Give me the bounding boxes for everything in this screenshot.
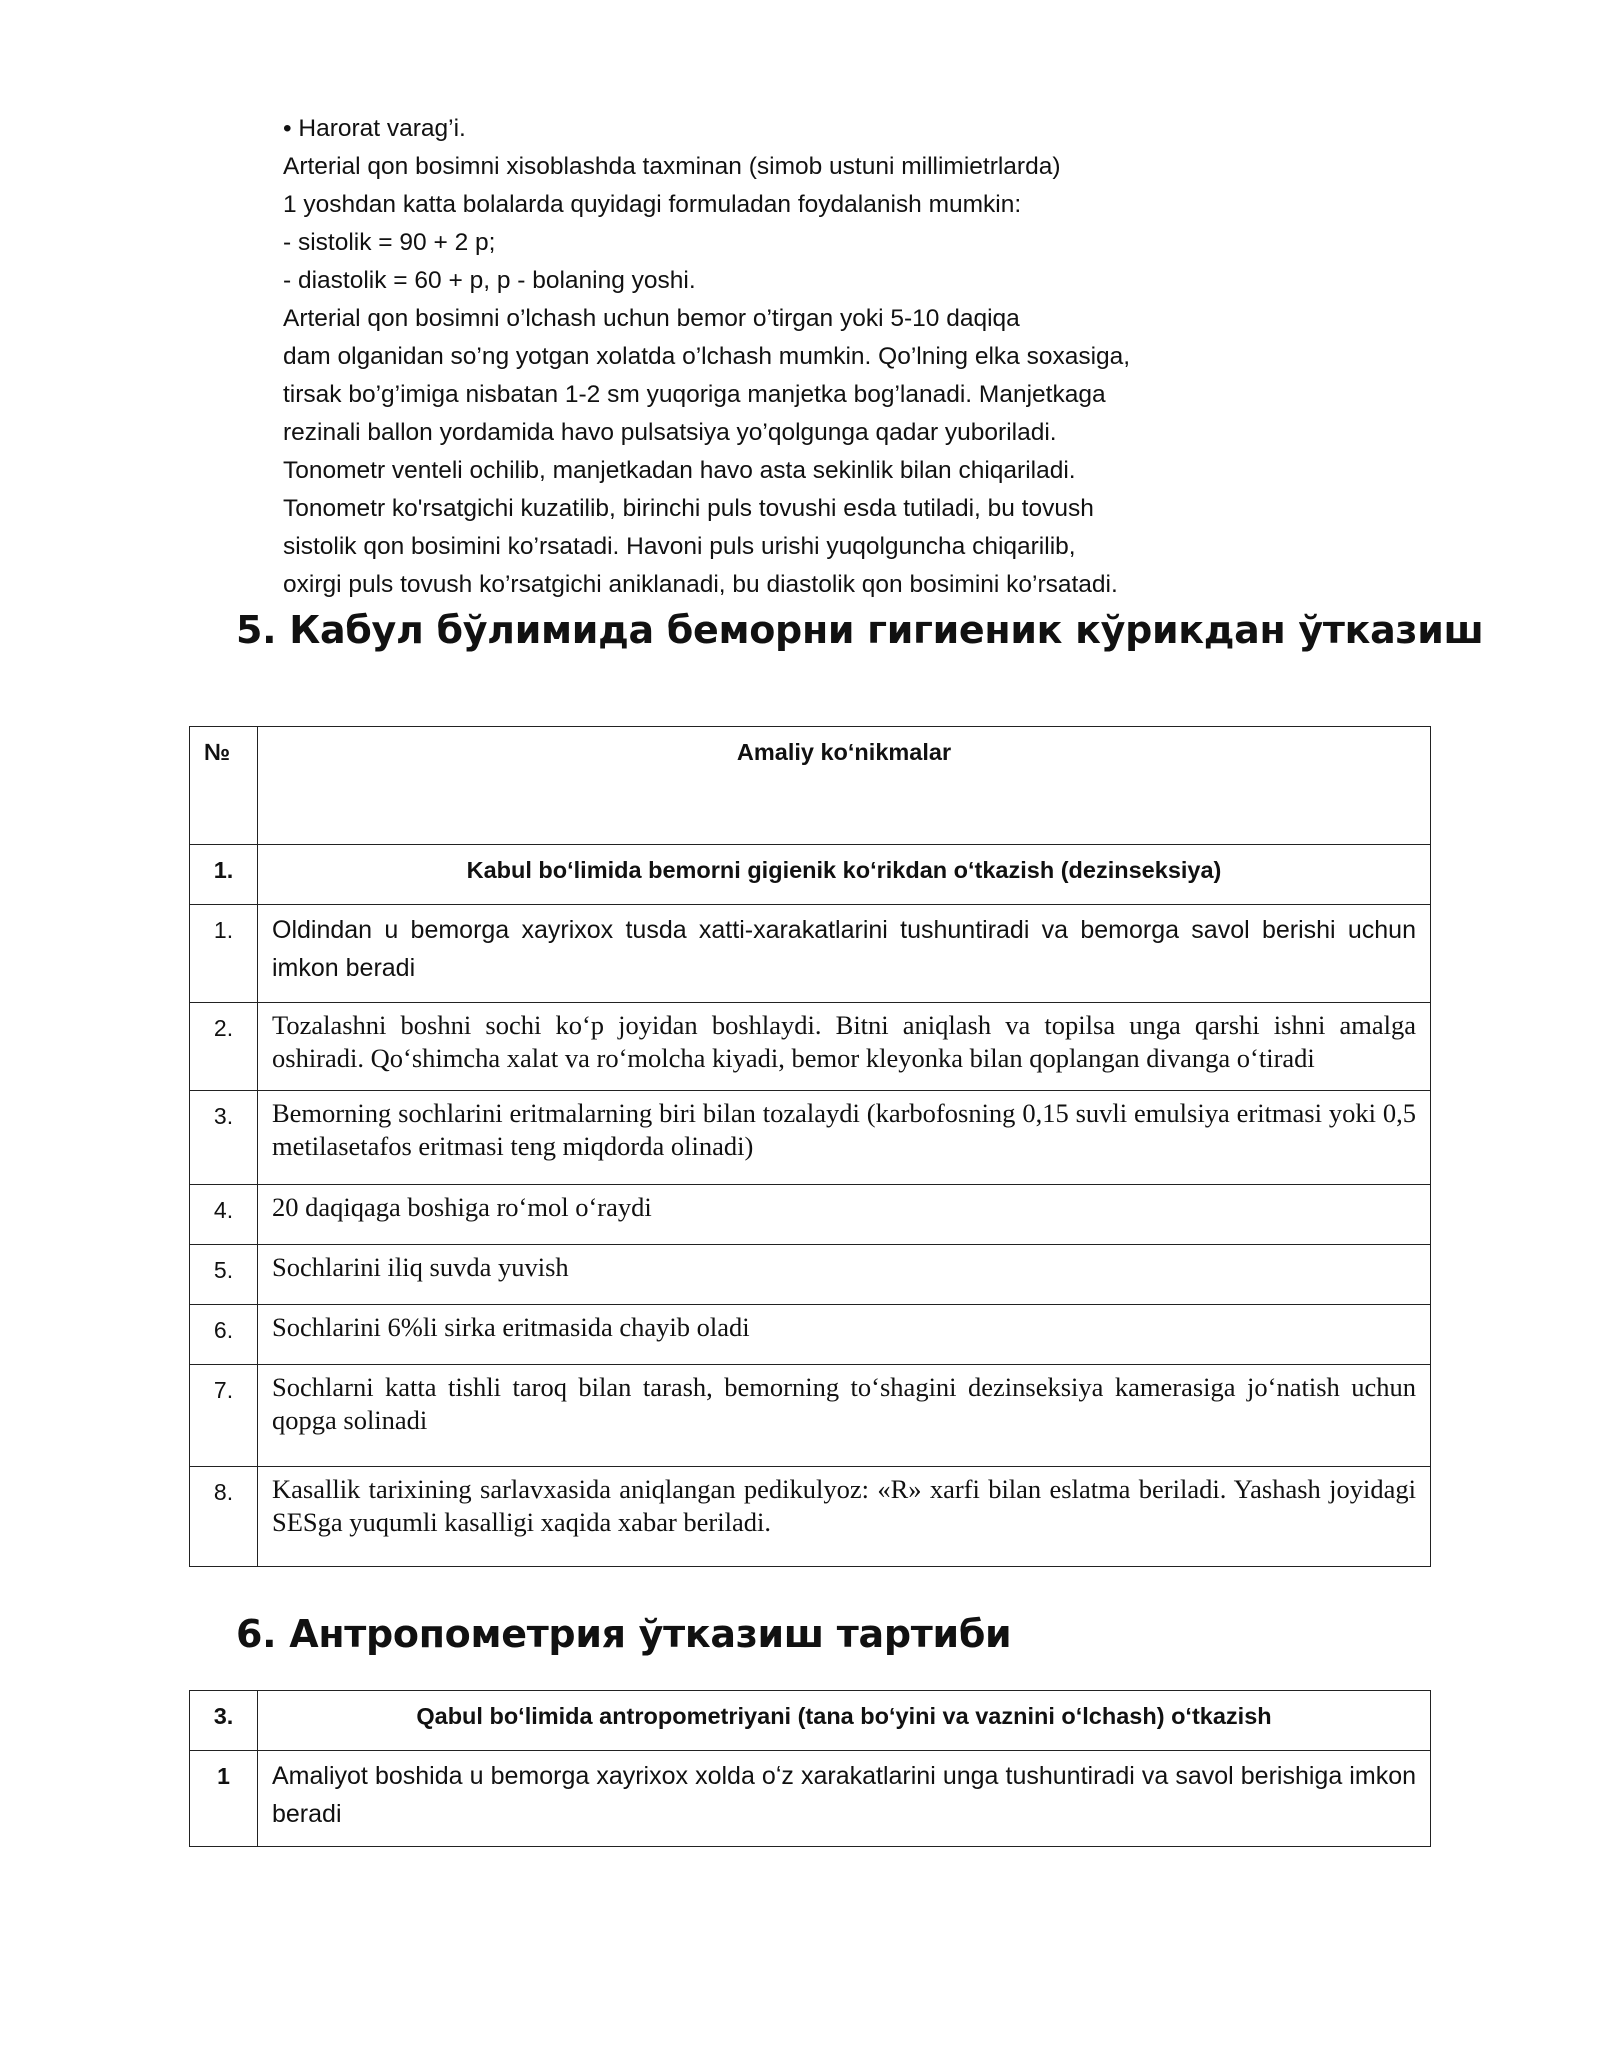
- row-number: 3.: [190, 1091, 258, 1185]
- row-number: 6.: [190, 1305, 258, 1365]
- table-group-row: [190, 1691, 1431, 1751]
- intro-line: - diastolik = 60 + p, p - bolaning yoshi.: [283, 267, 696, 294]
- hygiene-skills-table: [189, 726, 1431, 1567]
- row-number: 1: [190, 1751, 258, 1847]
- section-6-heading: 6. Антропометрия ўтказиш тартиби: [236, 1612, 1012, 1656]
- intro-line: • Harorat varag’i.: [283, 115, 466, 142]
- table-group-row: [190, 845, 1431, 905]
- table-row: [190, 1365, 1431, 1467]
- intro-line: dam olganidan so’ng yotgan xolatda o’lchash mumkin. Qo’lning elka soxasiga,: [283, 343, 1131, 370]
- row-number: 7.: [190, 1365, 258, 1467]
- group-number: 3.: [190, 1691, 258, 1751]
- row-text: Oldindan u bemorga xayrixox tusda xatti-xarakatlarini tushuntiradi va bemorga savol berishi uchun imkon beradi: [258, 905, 1431, 1003]
- row-text: Bemorning sochlarini eritmalarning biri bilan tozalaydi (karbofosning 0,15 suvli emulsiya eritmasi yoki 0,5 metilasetafos eritmasi teng miqdorda olinadi): [258, 1091, 1431, 1185]
- table-row: [190, 1751, 1431, 1847]
- group-number: 1.: [190, 845, 258, 905]
- anthropometry-table: [189, 1690, 1431, 1847]
- row-text: Tozalashni boshni sochi koʻp joyidan boshlaydi. Bitni aniqlash va topilsa unga qarshi ishni amalga oshiradi. Qoʻshimcha xalat va roʻmolcha kiyadi, bemor kleyonka bilan qoplangan divanga oʻtiradi: [258, 1003, 1431, 1091]
- section-5-heading: 5. Кабул бўлимида беморни гигиеник кўрикдан ўтказиш: [236, 608, 1484, 652]
- intro-line: rezinali ballon yordamida havo pulsatsiya yo’qolgunga qadar yuboriladi.: [283, 419, 1057, 446]
- row-text: Sochlarini iliq suvda yuvish: [258, 1245, 1431, 1305]
- row-number: 8.: [190, 1467, 258, 1567]
- row-number: 2.: [190, 1003, 258, 1091]
- column-header-number: №: [190, 727, 258, 845]
- row-text: 20 daqiqaga boshiga roʻmol oʻraydi: [258, 1185, 1431, 1245]
- row-number: 4.: [190, 1185, 258, 1245]
- column-header-skills: Amaliy koʻnikmalar: [258, 727, 1431, 845]
- row-text: Sochlarni katta tishli taroq bilan tarash, bemorning toʻshagini dezinseksiya kamerasiga joʻnatish uchun qopga solinadi: [258, 1365, 1431, 1467]
- table-row: [190, 1003, 1431, 1091]
- table-row: [190, 1185, 1431, 1245]
- row-text: Kasallik tarixining sarlavxasida aniqlangan pedikulyoz: «R» xarfi bilan eslatma beriladi. Yashash joyidagi SESga yuqumli kasalligi xaqida xabar beriladi.: [258, 1467, 1431, 1567]
- row-text: Sochlarini 6%li sirka eritmasida chayib oladi: [258, 1305, 1431, 1365]
- intro-line: tirsak bo’g’imiga nisbatan 1-2 sm yuqoriga manjetka bog’lanadi. Manjetkaga: [283, 381, 1106, 408]
- table-row: [190, 905, 1431, 1003]
- table-row: [190, 1245, 1431, 1305]
- table-row: [190, 1091, 1431, 1185]
- intro-line: 1 yoshdan katta bolalarda quyidagi formuladan foydalanish mumkin:: [283, 191, 1022, 218]
- table-row: [190, 1467, 1431, 1567]
- intro-line: - sistolik = 90 + 2 p;: [283, 229, 496, 256]
- intro-line: Arterial qon bosimni xisoblashda taxminan (simob ustuni millimietrlarda): [283, 153, 1061, 180]
- group-title: Qabul boʻlimida antropometriyani (tana boʻyini va vaznini oʻlchash) oʻtkazish: [258, 1691, 1431, 1751]
- intro-line: Arterial qon bosimni o’lchash uchun bemor o’tirgan yoki 5-10 daqiqa: [283, 305, 1020, 332]
- group-title: Kabul boʻlimida bemorni gigienik koʻrikdan oʻtkazish (dezinseksiya): [258, 845, 1431, 905]
- table-row: [190, 1305, 1431, 1365]
- intro-line: Tonometr ko'rsatgichi kuzatilib, birinchi puls tovushi esda tutiladi, bu tovush: [283, 495, 1094, 522]
- intro-line: oxirgi puls tovush ko’rsatgichi aniklanadi, bu diastolik qon bosimini ko’rsatadi.: [283, 571, 1118, 598]
- row-number: 1.: [190, 905, 258, 1003]
- intro-line: sistolik qon bosimini ko’rsatadi. Havoni puls urishi yuqolguncha chiqarilib,: [283, 533, 1076, 560]
- row-text: Amaliyot boshida u bemorga xayrixox xolda oʻz xarakatlarini unga tushuntiradi va savol berishiga imkon beradi: [258, 1751, 1431, 1847]
- intro-line: Tonometr venteli ochilib, manjetkadan havo asta sekinlik bilan chiqariladi.: [283, 457, 1076, 484]
- intro-paragraph: [283, 110, 1283, 604]
- table-header-row: [190, 727, 1431, 845]
- row-number: 5.: [190, 1245, 258, 1305]
